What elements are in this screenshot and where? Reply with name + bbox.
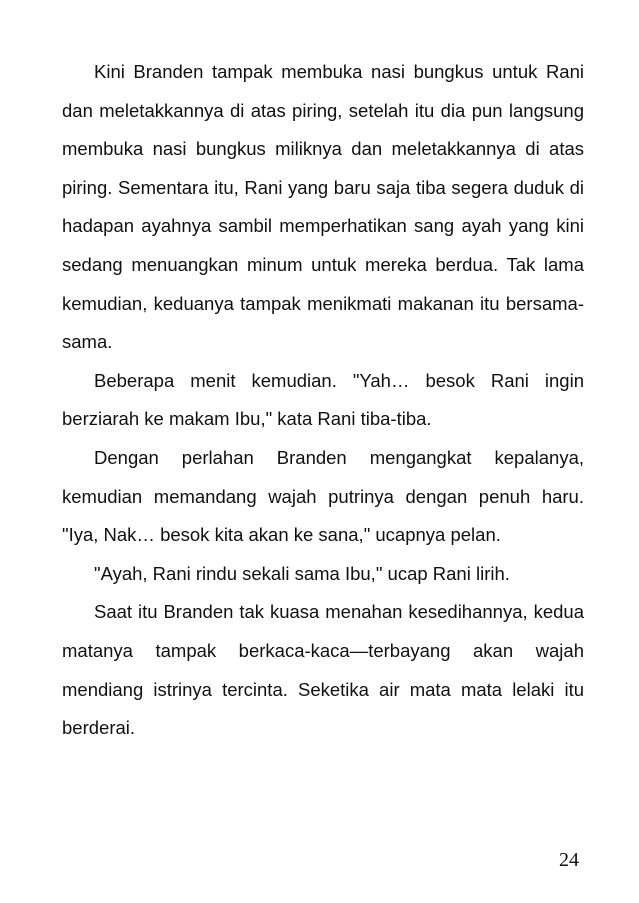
page-number: 24 (559, 849, 579, 871)
paragraph-1: Kini Branden tampak membuka nasi bungkus untuk Rani dan meletakkannya di atas piring, setelah itu dia pun langsung membuka nasi bungkus miliknya dan meletakkannya di atas piring. Sementara itu, Rani yang baru saja tiba segera duduk di hadapan ayahnya sambil memperhatikan sang ayah yang kini sedang menuangkan minum untuk mereka berdua. Tak lama kemudian, keduanya tampak menikmati makanan itu bersama-sama. (62, 61, 584, 353)
body-text (62, 53, 584, 748)
paragraph-4: "Ayah, Rani rindu sekali sama Ibu," ucap Rani lirih. (94, 562, 510, 584)
paragraph-3: Dengan perlahan Branden mengangkat kepalanya, kemudian memandang wajah putrinya dengan penuh haru. "Iya, Nak… besok kita akan ke sana," ucapnya pelan. (62, 446, 584, 546)
paragraph-5: Saat itu Branden tak kuasa menahan kesedihannya, kedua matanya tampak berkaca-kaca—terbayang akan wajah mendiang istrinya tercinta. Seketika air mata mata lelaki itu berderai. (62, 601, 584, 739)
paragraph-2: Beberapa menit kemudian. "Yah… besok Rani ingin berziarah ke makam Ibu," kata Rani tiba-tiba. (62, 369, 584, 430)
